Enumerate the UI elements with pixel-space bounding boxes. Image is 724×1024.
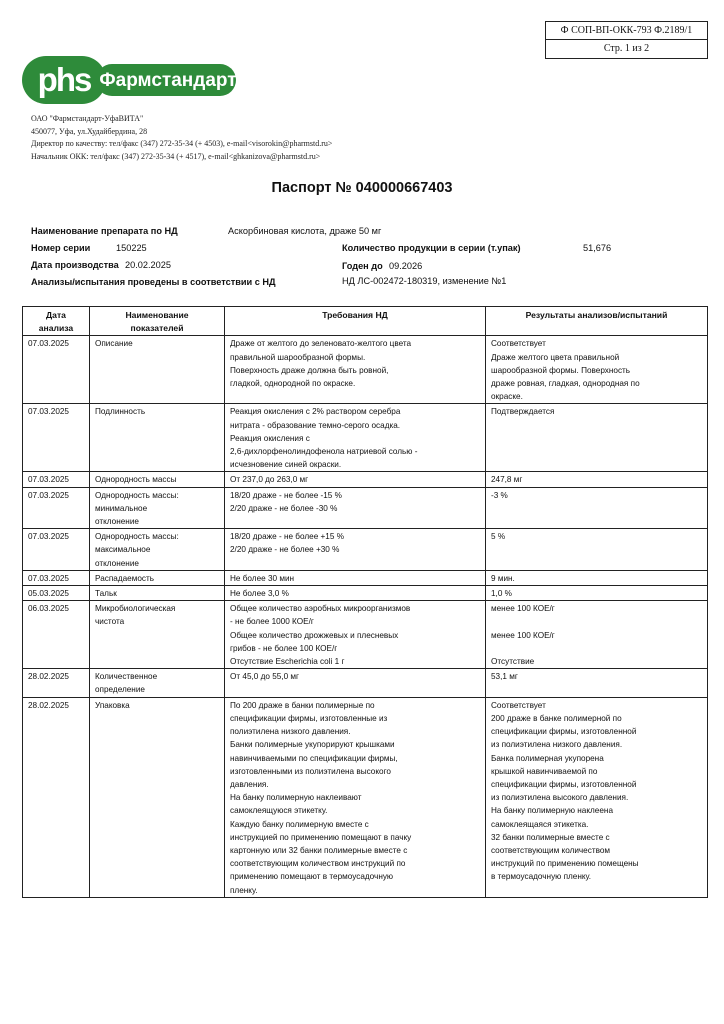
company-head-okk: Начальник ОКК: тел/факс (347) 272-35-34 (+ 4517), e-mail<ghkanizova@pharmstd.ru>: [31, 151, 321, 161]
analysis-value: НД ЛС-002472-180319, изменение №1: [342, 276, 507, 286]
company-address: 450077, Уфа, ул.Худайбердина, 28: [31, 126, 148, 136]
page-title: Паспорт № 040000667403: [271, 180, 453, 196]
header-results: Результаты анализов/испытаний: [486, 307, 708, 336]
drug-name-row: [31, 226, 178, 236]
header-name: Наименование показателей: [90, 307, 225, 336]
analysis-label: Анализы/испытания проведены в соответствии с НД: [31, 277, 276, 287]
cell-requirement: По 200 драже в банки полимерные по спецификации фирмы, изготовленные из полиэтилена низкого давления. Банки полимерные укупорируют крышками навинчиваемыми по спецификации фирмы, изготовленными из полиэтилена высокого давления. На банку полимерную наклеивают самоклеящуюся этикетку. Каждую банку полимерную вместе с инструкцией по применению помещают в пачку картонную или 32 банки полимерные вместе с соответствующим количеством инструкций по применению помещают в термоусадочную пленку.: [225, 697, 486, 897]
series-label: Номер серии: [31, 243, 91, 253]
cell-date: 28.02.2025: [23, 697, 90, 897]
expiry-label: Годен до: [342, 261, 383, 271]
production-row: [31, 260, 119, 270]
logo-mark: phs: [37, 61, 91, 98]
cell-requirement: От 237,0 до 263,0 мг: [225, 472, 486, 487]
pharmstandard-logo: [22, 56, 238, 104]
cell-result: 5 %: [486, 529, 708, 571]
cell-date: 07.03.2025: [23, 487, 90, 529]
form-code-box: [545, 21, 708, 59]
series-value: 150225: [116, 243, 147, 253]
expiry-value: 09.2026: [389, 261, 423, 271]
header-requirements: Требования НД: [225, 307, 486, 336]
form-code: Ф СОП-ВП-ОКК-793 Ф.2189/1: [546, 22, 707, 40]
cell-name: Подлинность: [90, 404, 225, 472]
series-row: [31, 243, 90, 253]
cell-result: 1,0 %: [486, 586, 708, 601]
cell-date: 07.03.2025: [23, 336, 90, 404]
cell-name: Однородность массы: [90, 472, 225, 487]
cell-name: Количественное определение: [90, 669, 225, 697]
header-date: Дата анализа: [23, 307, 90, 336]
drug-value: Аскорбиновая кислота, драже 50 мг: [228, 226, 382, 236]
cell-name: Описание: [90, 336, 225, 404]
cell-name: Микробиологическая чистота: [90, 601, 225, 669]
cell-date: 07.03.2025: [23, 404, 90, 472]
cell-date: 28.02.2025: [23, 669, 90, 697]
cell-result: менее 100 КОЕ/г менее 100 КОЕ/г Отсутствие: [486, 601, 708, 669]
cell-result: 9 мин.: [486, 570, 708, 585]
cell-name: Распадаемость: [90, 570, 225, 585]
cell-requirement: Драже от желтого до зеленовато-желтого цвета правильной шарообразной формы. Поверхность драже должна быть ровной, гладкой, однородной по окраске.: [225, 336, 486, 404]
table-row: [23, 336, 708, 404]
production-value: 20.02.2025: [125, 260, 171, 270]
table-row: [23, 586, 708, 601]
cell-name: Однородность массы: максимальное отклонение: [90, 529, 225, 571]
table-row: [23, 529, 708, 571]
company-director: Директор по качеству: тел/факс (347) 272-35-34 (+ 4503), e-mail<visorokin@pharmstd.ru>: [31, 139, 333, 149]
table-row: [23, 601, 708, 669]
results-table: [22, 306, 708, 898]
cell-date: 05.03.2025: [23, 586, 90, 601]
cell-name: Тальк: [90, 586, 225, 601]
page-info: Стр. 1 из 2: [603, 43, 650, 54]
cell-requirement: 18/20 драже - не более +15 % 2/20 драже - не более +30 %: [225, 529, 486, 571]
table-header-row: [23, 307, 708, 336]
cell-name: Однородность массы: минимальное отклонение: [90, 487, 225, 529]
cell-date: 07.03.2025: [23, 472, 90, 487]
cell-requirement: От 45,0 до 55,0 мг: [225, 669, 486, 697]
cell-requirement: Не более 3,0 %: [225, 586, 486, 601]
drug-label: Наименование препарата по НД: [31, 226, 178, 236]
table-body: [23, 336, 708, 897]
cell-requirement: Не более 30 мин: [225, 570, 486, 585]
cell-result: -3 %: [486, 487, 708, 529]
production-label: Дата производства: [31, 260, 119, 270]
company-info: [31, 113, 332, 163]
cell-result: Соответствует 200 драже в банке полимерной по спецификации фирмы, изготовленной из полиэтилена низкого давления. Банка полимерная укупорена крышкой навинчиваемой по спецификации фирмы, изготовленной из полиэтилена высокого давления. На банку полимерную наклеена самоклеящаяся этикетка. 32 банки полимерные вместе с соответствующим количеством инструкций по применению помещены в термоусадочную пленку.: [486, 697, 708, 897]
quantity-label: Количество продукции в серии (т.упак): [342, 243, 521, 253]
cell-requirement: 18/20 драже - не более -15 % 2/20 драже - не более -30 %: [225, 487, 486, 529]
cell-result: Соответствует Драже желтого цвета правильной шарообразной формы. Поверхность драже ровная, гладкая, однородная по окраске.: [486, 336, 708, 404]
table-row: [23, 697, 708, 897]
cell-date: 07.03.2025: [23, 529, 90, 571]
table-row: [23, 570, 708, 585]
table-row: [23, 487, 708, 529]
quantity-row: [342, 243, 521, 253]
cell-result: 53,1 мг: [486, 669, 708, 697]
analysis-row: [31, 277, 276, 287]
expiry-row: [342, 261, 383, 271]
cell-requirement: Общее количество аэробных микроорганизмов - не более 1000 КОЕ/г Общее количество дрожжевых и плесневых грибов - не более 100 КОЕ/г Отсутствие Escherichia coli 1 г: [225, 601, 486, 669]
cell-date: 06.03.2025: [23, 601, 90, 669]
table-row: [23, 669, 708, 697]
cell-result: Подтверждается: [486, 404, 708, 472]
quantity-value: 51,676: [583, 243, 612, 253]
cell-result: 247,8 мг: [486, 472, 708, 487]
cell-name: Упаковка: [90, 697, 225, 897]
cell-requirement: Реакция окисления с 2% раствором серебра нитрата - образование темно-серого осадка. Реакция окисления с 2,6-дихлорфенолиндофенола натриевой солью - исчезновение синей окраски.: [225, 404, 486, 472]
company-name: ОАО "Фармстандарт-УфаВИТА": [31, 114, 144, 123]
logo-name: Фармстандарт: [99, 70, 237, 91]
table-row: [23, 404, 708, 472]
table-row: [23, 472, 708, 487]
cell-date: 07.03.2025: [23, 570, 90, 585]
